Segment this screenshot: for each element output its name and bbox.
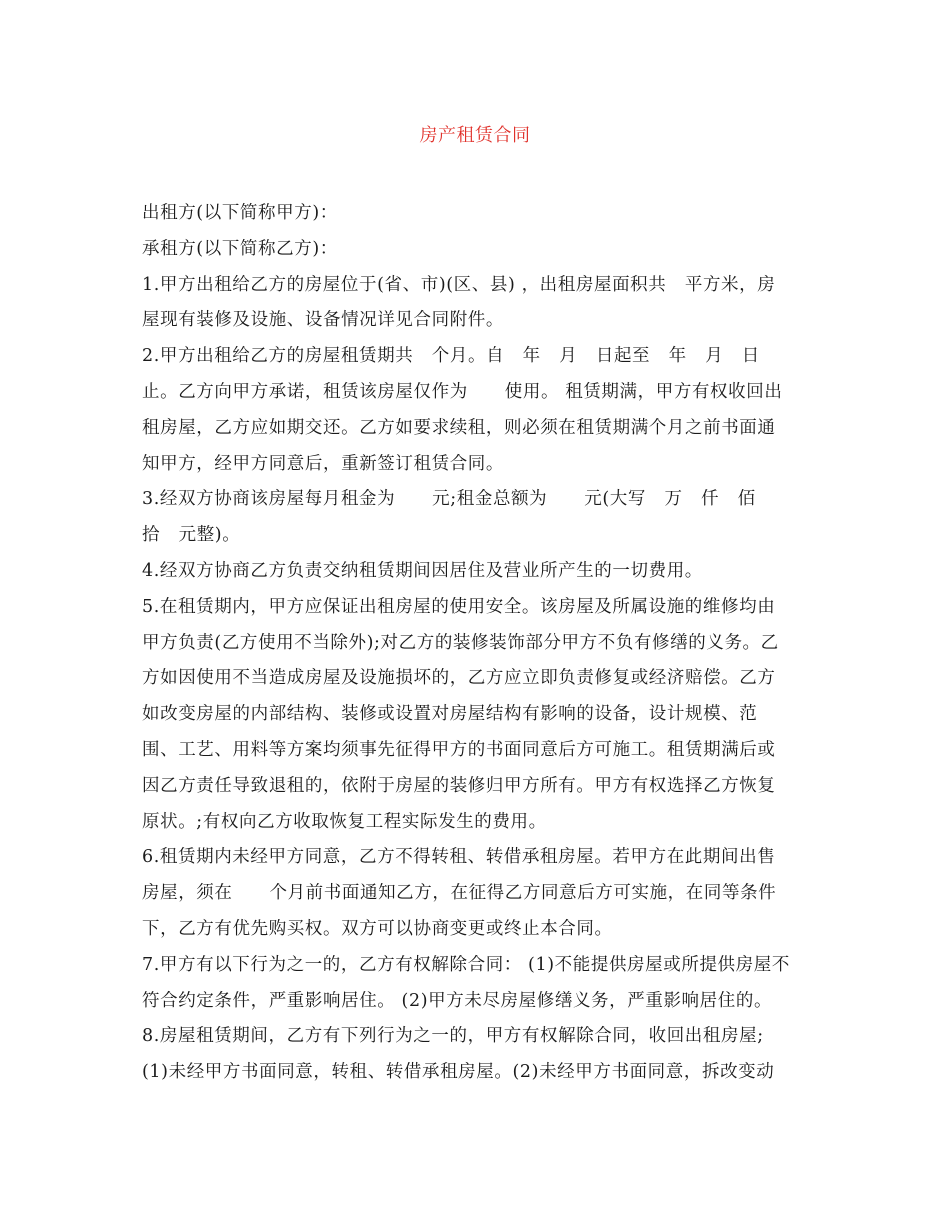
document-body (142, 196, 810, 1091)
body-line: 2.甲方出租给乙方的房屋租赁期共 个月。自 年 月 日起至 年 月 日 (142, 346, 760, 367)
body-line: 租房屋，乙方应如期交还。乙方如要求续租，则必须在租赁期满个月之前书面通 (142, 417, 776, 438)
body-line: 8.房屋租赁期间，乙方有下列行为之一的，甲方有权解除合同，收回出租房屋; (142, 1026, 764, 1047)
body-line: 原状。;有权向乙方收取恢复工程实际发生的费用。 (142, 811, 547, 832)
body-line: 4.经双方协商乙方负责交纳租赁期间因居住及营业所产生的一切费用。 (142, 560, 703, 581)
body-line: 止。乙方向甲方承诺，租赁该房屋仅作为 使用。 租赁期满，甲方有权收回出 (142, 381, 783, 402)
body-line: 1.甲方出租给乙方的房屋位于(省、市)(区、县) ，出租房屋面积共 平方米，房 (142, 274, 776, 295)
body-line: 拾 元整)。 (142, 525, 241, 546)
body-line: 甲方负责(乙方使用不当除外);对乙方的装修装饰部分甲方不负有修缮的义务。乙 (142, 632, 779, 653)
body-line: 屋现有装修及设施、设备情况详见合同附件。 (142, 310, 504, 331)
body-line: 围、工艺、用料等方案均须事先征得甲方的书面同意后方可施工。租赁期满后或 (142, 739, 776, 760)
body-line: 承租方(以下简称乙方)： (142, 238, 338, 259)
body-line: (1)未经甲方书面同意，转租、转借承租房屋。(2)未经甲方书面同意，拆改变动 (142, 1062, 775, 1083)
body-line: 3.经双方协商该房屋每月租金为 元;租金总额为 元(大写 万 仟 佰 (142, 489, 756, 510)
body-line: 下，乙方有优先购买权。双方可以协商变更或终止本合同。 (142, 918, 613, 939)
body-line: 方如因使用不当造成房屋及设施损坏的，乙方应立即负责修复或经济赔偿。乙方 (142, 668, 776, 689)
body-line: 符合约定条件，严重影响居住。 (2)甲方未尽房屋修缮义务，严重影响居住的。 (142, 990, 773, 1011)
body-line: 如改变房屋的内部结构、装修或设置对房屋结构有影响的设备，设计规模、范 (142, 704, 758, 725)
body-line: 5.在租赁期内，甲方应保证出租房屋的使用安全。该房屋及所属设施的维修均由 (142, 596, 776, 617)
body-line: 7.甲方有以下行为之一的，乙方有权解除合同： (1)不能提供房屋或所提供房屋不 (142, 954, 790, 975)
document-title: 房产租赁合同 (419, 125, 531, 146)
body-line: 知甲方，经甲方同意后，重新签订租赁合同。 (142, 453, 504, 474)
body-line: 6.租赁期内未经甲方同意，乙方不得转租、转借承租房屋。若甲方在此期间出售 (142, 847, 776, 868)
body-line: 房屋，须在 个月前书面通知乙方，在征得乙方同意后方可实施，在同等条件 (142, 883, 777, 904)
body-line: 因乙方责任导致退租的，依附于房屋的装修归甲方所有。甲方有权选择乙方恢复 (142, 775, 776, 796)
body-line: 出租方(以下简称甲方)： (142, 203, 338, 223)
